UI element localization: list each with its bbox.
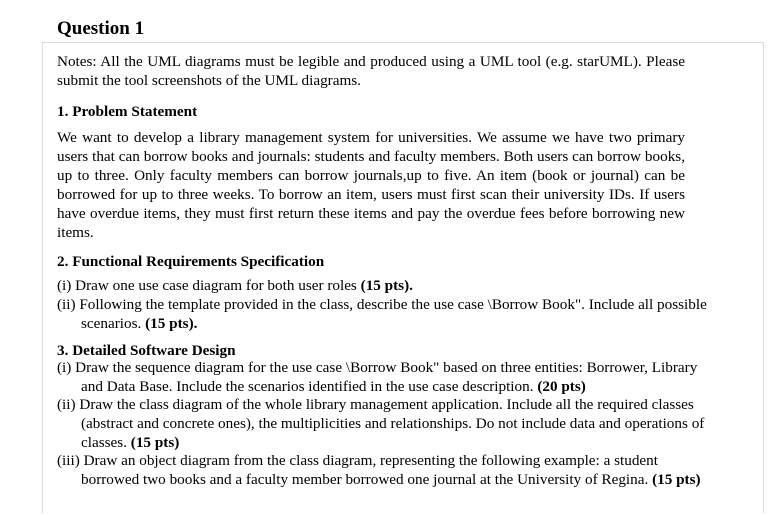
problem-statement-body: We want to develop a library management system for universities. We assume we have two primary users that can borrow books and journals: students and faculty members. Both users can borrow books, up to three. Only faculty members can borrow journals,up to five. An item (book or journal) can be borrowed for up to three weeks. To borrow an item, users must first scan their university IDs. If users have overdue items, they must first return these items and pay the overdue fees before borrowing new items. bbox=[57, 129, 685, 241]
section3-item-1 bbox=[57, 358, 711, 396]
section1-heading: 1. Problem Statement bbox=[57, 103, 198, 120]
section2-item-1 bbox=[57, 276, 711, 295]
item-text: (ii) Following the template provided in the class, describe the use case \Borrow Book". Include all possible scenarios. bbox=[57, 296, 707, 332]
item-text: (ii) Draw the class diagram of the whole library management application. Include all the required classes (abstract and concrete ones), the multiplicities and relationships. Do not include data and operations of classes. bbox=[57, 396, 705, 451]
section3-heading: 3. Detailed Software Design bbox=[57, 342, 236, 359]
section2-heading: 2. Functional Requirements Specification bbox=[57, 253, 325, 270]
item-text: (iii) Draw an object diagram from the class diagram, representing the following example: a student borrowed two books and a faculty member borrowed one journal at the University of Regina. bbox=[57, 452, 658, 488]
section2-item-2 bbox=[57, 295, 711, 333]
section3-item-3 bbox=[57, 451, 711, 489]
item-text: (i) Draw the sequence diagram for the use case \Borrow Book" based on three entities: Borrower, Library and Data Base. Include the scenarios identified in the use case description. bbox=[57, 359, 698, 395]
item-points: (15 pts). bbox=[145, 315, 198, 332]
section3-item-2 bbox=[57, 395, 711, 452]
item-points: (15 pts) bbox=[652, 471, 701, 488]
item-points: (15 pts). bbox=[360, 277, 413, 294]
item-points: (20 pts) bbox=[537, 378, 586, 395]
item-points: (15 pts) bbox=[130, 434, 180, 451]
question-title: Question 1 bbox=[57, 18, 145, 39]
notes-paragraph: Notes: All the UML diagrams must be legible and produced using a UML tool (e.g. starUML). Please submit the tool screenshots of the UML diagrams. bbox=[57, 53, 685, 89]
item-text: (i) Draw one use case diagram for both user roles bbox=[57, 277, 361, 294]
